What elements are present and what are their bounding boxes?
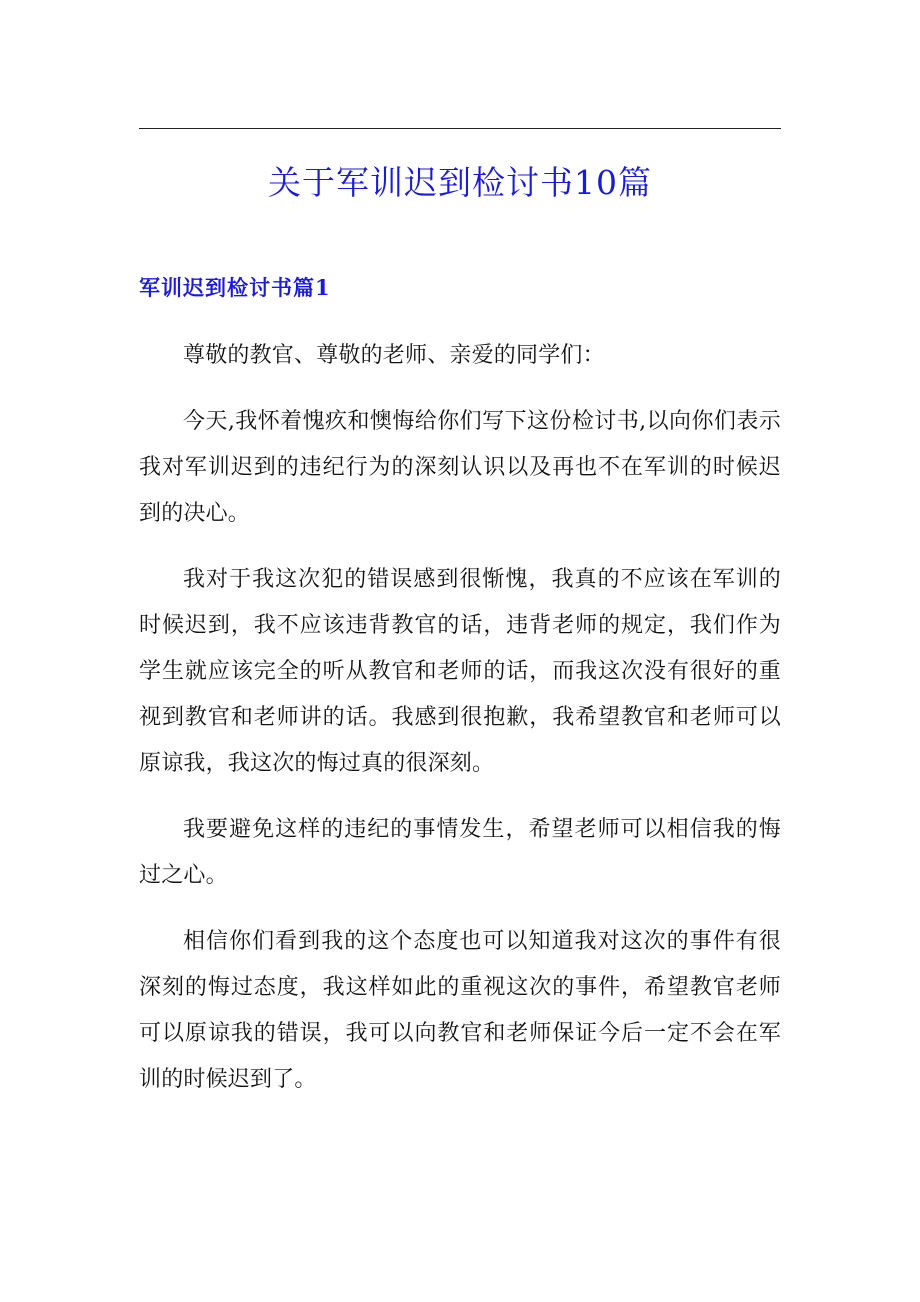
document-body bbox=[139, 333, 781, 1123]
paragraph: 我对于我这次犯的错误感到很惭愧，我真的不应该在军训的时候迟到，我不应该违背教官的话，违背老师的规定，我们作为学生就应该完全的听从教官和老师的话，而我这次没有很好的重视到教官和老师讲的话。我感到很抱歉，我希望教官和老师可以原谅我，我这次的悔过真的很深刻。 bbox=[139, 567, 781, 776]
document-title: 关于军训迟到检讨书10篇 bbox=[268, 163, 652, 202]
section-heading: 军训迟到检讨书篇1 bbox=[139, 275, 331, 300]
paragraph: 我要避免这样的违纪的事情发生，希望老师可以相信我的悔过之心。 bbox=[139, 817, 781, 888]
paragraph: 今天,我怀着愧疚和懊悔给你们写下这份检讨书,以向你们表示我对军训迟到的违纪行为的深刻认识以及再也不在军训的时候迟到的决心。 bbox=[139, 409, 781, 526]
paragraph-salutation: 尊敬的教官、尊敬的老师、亲爱的同学们： bbox=[183, 343, 605, 368]
header-rule bbox=[139, 128, 781, 129]
paragraph: 相信你们看到我的这个态度也可以知道我对这次的事件有很深刻的悔过态度，我这样如此的重视这次的事件，希望教官老师可以原谅我的错误，我可以向教官和老师保证今后一定不会在军训的时候迟到了。 bbox=[139, 929, 781, 1092]
